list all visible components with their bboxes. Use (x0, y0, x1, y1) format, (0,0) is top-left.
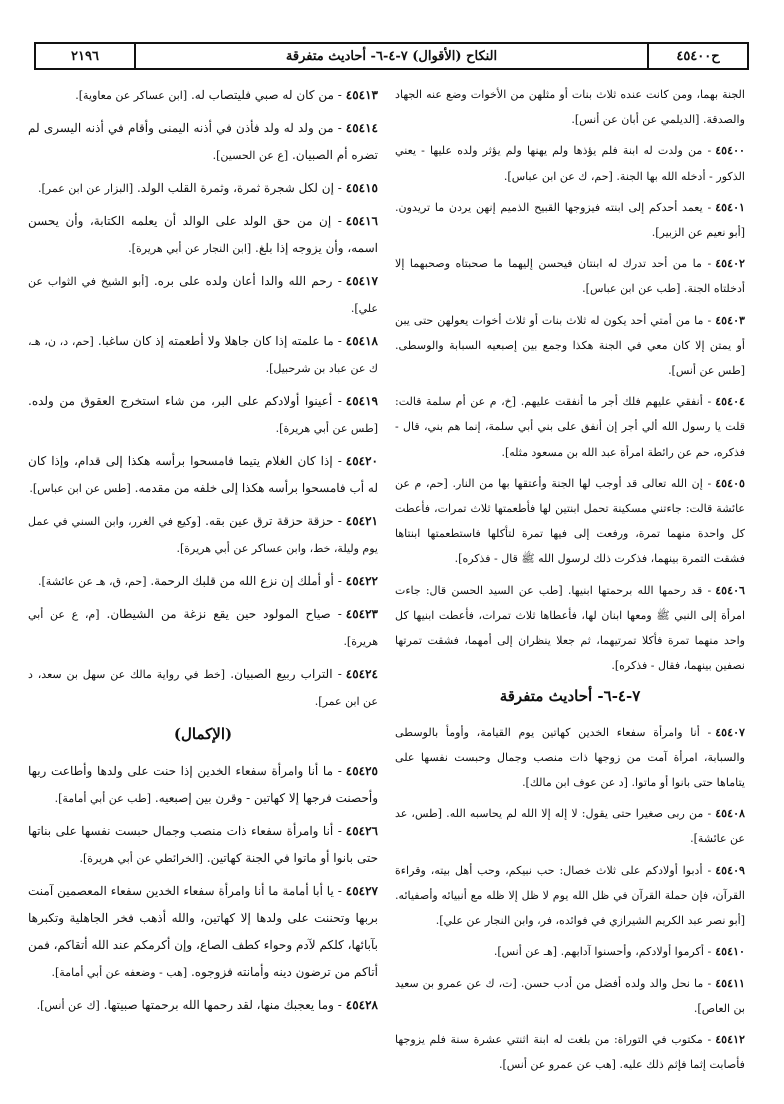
hadith-text: - صياح المولود حين يقع نزغة من الشيطان. (106, 607, 342, 621)
hadith-text: - رحم الله والدا أعان ولده على بره. (153, 274, 342, 288)
hadith-number: ٤٥٤٢٣ (345, 607, 378, 621)
hadith-source: [هب - وضعفه عن أبي أمامة]. (51, 966, 188, 979)
hadith-source: [م، ع عن أبي هريرة]. (28, 608, 378, 648)
hadith-text: - أو أملك إن نزع الله من قلبك الرحمة. (150, 574, 342, 588)
hadith-number: ٤٥٤٠١ (715, 200, 745, 214)
hadith-entry (395, 82, 745, 132)
section-title: ٧-٤-٦- أحاديث متفرقة (499, 687, 641, 706)
hadith-number: ٤٥٤٠٧ (715, 725, 745, 739)
hadith-text: - أعينوا أولادكم على البر، من شاء استخرج العقوق من ولده. (28, 394, 342, 408)
hadith-text: - إذا كان الغلام يتيما فامسحوا برأسه هكذا إلى قدام، وإذا كان له أب فامسحوا برأسه هكذا إلى خلفه من مقدمه. (28, 454, 378, 495)
hadith-source: [د عن عوف ابن مالك]. (522, 776, 628, 790)
hadith-text: - إن لكل شجرة ثمرة، وثمرة القلب الولد. (136, 181, 342, 195)
hadith-number: ٤٥٤٢١ (345, 514, 378, 528)
hadith-source: [خط في رواية مالك عن سهل بن سعد، د عن ابن عمر]. (28, 668, 378, 708)
hadith-source: [ابن عساكر عن معاوية]. (75, 89, 188, 102)
hadith-source: [الخرائطي عن أبي هريرة]. (79, 852, 203, 865)
hadith-source: [حم، د، ن، هـ، ك عن عباد بن شرحبيل]. (28, 335, 378, 375)
hadith-number: ٤٥٤٠٦ (715, 583, 746, 597)
hadith-source: [طب عن أبي أمامة]. (54, 792, 152, 805)
hadith-entry (395, 1027, 745, 1077)
running-title: النكاح (الأقوال) ٧-٤-٦- أحاديث متفرقة (285, 48, 498, 64)
hadith-entry (28, 208, 378, 262)
hadith-source: [الديلمي عن أبان عن أنس]. (571, 113, 700, 127)
hadith-entry (28, 878, 378, 986)
right-column (395, 82, 745, 1083)
hadith-number: ٤٥٤١٧ (345, 274, 378, 288)
hadith-entry (395, 720, 745, 796)
hadith-source: [طس، عد عن عائشة]. (395, 807, 745, 846)
hadith-number: ٤٥٤٢٦ (345, 824, 378, 838)
hadith-source: [طب عن ابن عباس]. (582, 282, 681, 296)
hadith-entry (28, 568, 378, 595)
hadith-entry (395, 195, 745, 245)
hadith-text: - أنا وامرأة سفعاء الخدين كهاتين يوم القيامة، وأومأ بالوسطى والسبابة، امرأة آمت من زوجها ذات منصب وجمال وحبست نفسها على يتاماها حتى بانوا أو ماتوا. (395, 725, 745, 790)
page-header (34, 42, 749, 70)
hadith-source: [حم، ك عن ابن عباس]. (503, 169, 613, 183)
hadith-text: - أنفقي عليهم فلك أجر ما أنفقت عليهم. (520, 395, 712, 409)
hadith-entry (28, 448, 378, 502)
hadith-source: [هـ عن أنس]. (493, 945, 558, 959)
hadith-number: ٤٥٤٢٢ (345, 574, 378, 588)
hadith-range: ح٤٥٤٠٠ (647, 44, 747, 68)
hadith-entry (28, 328, 378, 382)
hadith-number: ٤٥٤١٨ (345, 334, 378, 348)
hadith-entry (28, 508, 378, 562)
hadith-number: ٤٥٤٢٤ (345, 667, 378, 681)
hadith-text: - أنا وامرأة سفعاء ذات منصب وجمال حبست نفسها على بناتها حتى بانوا أو ماتوا في الجنة كهاتين. (28, 824, 378, 865)
hadith-source: [أبو الشيخ في الثواب عن علي]. (28, 275, 378, 315)
hadith-entry (28, 388, 378, 442)
hadith-number: ٤٥٤٠٨ (715, 807, 745, 821)
hadith-text: - ما علمته إذا كان جاهلا ولا أطعمته إذ كان ساغبا. (97, 334, 342, 348)
hadith-entry (395, 308, 745, 384)
hadith-text: - ما من أمتي أحد يكون له ثلاث بنات أو ثلاث أخوات يعولهن حتى يبن أو يمتن إلا كان معي في الجنة هكذا وجمع بين إصبعيه السبابة والوسطى. (395, 313, 745, 352)
hadith-text: - ما نحل والد ولده أفضل من أدب حسن. (520, 976, 712, 990)
hadith-source: [حم، ق، هـ عن عائشة]. (38, 575, 147, 588)
hadith-source: [ت، ك عن عمرو بن سعيد بن العاص]. (395, 976, 745, 1015)
hadith-number: ٤٥٤١١ (715, 976, 745, 990)
hadith-number: ٤٥٤٠٢ (715, 257, 745, 271)
hadith-text: - إن الله تعالى قد أوجب لها الجنة وأعتقها بها من النار. (452, 476, 712, 490)
hadith-number: ٤٥٤٢٧ (345, 884, 378, 898)
hadith-entry (28, 268, 378, 322)
hadith-text: - قد رحمها الله برحمتها ابنيها. (567, 583, 712, 597)
hadith-entry (395, 939, 745, 964)
hadith-text: - من ربى صغيرا حتى يقول: لا إله إلا الله لم يحاسبه الله. (446, 807, 712, 821)
hadith-entry (28, 115, 378, 169)
hadith-number: ٤٥٤١٥ (345, 181, 378, 195)
hadith-text: - من ولدت له ابنة فلم يؤذها ولم يهنها ولم يؤثر ولده عليها - يعني الذكور - أدخله الله بها الجنة. (395, 144, 745, 183)
hadith-source: [طس عن أنس]. (668, 364, 745, 378)
ikmal-title: (الإكمال) (173, 725, 233, 743)
hadith-entry (395, 138, 745, 188)
hadith-source: [ابن النجار عن أبي هريرة]. (128, 242, 252, 255)
hadith-entry (395, 389, 745, 465)
hadith-number: ٤٥٤١٣ (345, 88, 378, 102)
hadith-entry (395, 578, 745, 679)
hadith-text: - حزقة حزقة ترق عين بقه. (205, 514, 342, 528)
hadith-number: ٤٥٤٢٨ (345, 998, 378, 1012)
hadith-entry (395, 971, 745, 1021)
hadith-source: [أبو نعيم عن الزبير]. (651, 226, 745, 240)
hadith-text: - أدبوا أولادكم على ثلاث خصال: حب نبيكم، وحب أهل بيته، وقراءة القرآن، فإن حملة القرآن في ظل الله يوم لا ظل إلا ظله مع أنبيائه وأصفيائه. (395, 863, 745, 902)
hadith-number: ٤٥٤٠٥ (715, 476, 746, 490)
hadith-entry (395, 471, 745, 572)
hadith-source: [وكيع في الغرر، وابن السني في عمل يوم وليلة، خط، وابن عساكر عن أبي هريرة]. (28, 515, 378, 555)
hadith-entry (28, 758, 378, 812)
hadith-number: ٤٥٤١٠ (715, 945, 745, 959)
hadith-text: الجنة بهما، ومن كانت عنده ثلاث بنات أو مثلهن من الأخوات وضع عنه الجهاد والصدقة. (395, 88, 745, 127)
hadith-number: ٤٥٤١٤ (345, 121, 378, 135)
hadith-text: - ما من أحد تدرك له ابنتان فيحسن إليهما ما صحبتاه وصحبهما إلا أدخلتاه الجنة. (395, 257, 745, 296)
hadith-text: - وما يعجبك منها، لقد رحمها الله برحمتها صبيتها. (103, 998, 342, 1012)
hadith-source: [ع عن الحسين]. (212, 149, 289, 162)
hadith-source: [طب عن السيد الحسن قال: جاءت امرأة إلى النبي ﷺ ومعها ابنان لها، فأعطاها ثلاث تمرات، فأعطت ابنيها كل واحد منهما تمرة فأكلا تمرتيهما، ثم جعلا ينظران إلى أمهما، فشقت تمرتها نصفين بينهما، فقال - فذكره]. (395, 583, 745, 673)
hadith-entry (395, 251, 745, 301)
left-column (28, 82, 378, 1025)
hadith-text: - من ولد له ولد فأذن في أذنه اليمنى وأقام في أذنه اليسرى لم تضره أم الصبيان. (28, 121, 378, 162)
hadith-entry (28, 601, 378, 655)
hadith-number: ٤٥٤١٦ (345, 214, 378, 228)
hadith-number: ٤٥٤٠٤ (715, 395, 745, 409)
hadith-entry (395, 858, 745, 934)
hadith-source: [ك عن أنس]. (36, 999, 100, 1012)
hadith-entry (28, 818, 378, 872)
hadith-source: [هب عن عمرو عن أنس]. (498, 1058, 616, 1072)
hadith-number: ٤٥٤٠٩ (715, 863, 745, 877)
hadith-text: - يعمد أحدكم إلى ابنته فيزوجها القبيح الذميم إنهن يردن ما تريدون. (395, 200, 712, 214)
hadith-number: ٤٥٤٠٣ (715, 313, 745, 327)
hadith-text: - ما أنا وامرأة سفعاء الخدين إذا حنت على ولدها وأطاعت ربها وأحصنت فرجها إلا كهاتين - وقرن بين إصبعيه. (28, 764, 378, 805)
hadith-text: - إن من حق الولد على الوالد أن يعلمه الكتابة، وأن يحسن اسمه، وأن يزوجه إذا بلغ. (28, 214, 378, 255)
hadith-number: ٤٥٤١٢ (715, 1032, 745, 1046)
hadith-entry (28, 992, 378, 1019)
page-number: ٢١٩٦ (36, 44, 136, 68)
hadith-number: ٤٥٤١٩ (345, 394, 378, 408)
hadith-source: [حم، م عن عائشة قالت: جاءتني مسكينة تحمل ابنتين لها فأطعمتها ثلاث تمرات، فأعطت كل واحدة منهما تمرة، ورفعت إلى فيها تمرة لتأكلها فاستطعمتها ابنتاها فشقت التمرة بينهما، فذكرت ذلك لرسول الله ﷺ قال - فذكره]. (395, 476, 745, 566)
hadith-text: - أكرموا أولادكم، وأحسنوا آدابهم. (560, 945, 712, 959)
hadith-entry (28, 175, 378, 202)
hadith-entry (28, 661, 378, 715)
hadith-source: [طس عن أبي هريرة]. (275, 422, 378, 435)
hadith-text: - مكتوب في التوراة: من بلغت له ابنة اثنتي عشرة سنة فلم يزوجها فأصابت إثما فإثم ذلك عليه. (395, 1032, 745, 1072)
hadith-source: [أبو نصر عبد الكريم الشيرازي في فوائده، فر، وابن النجار عن علي]. (435, 914, 745, 928)
hadith-number: ٤٥٤٠٠ (715, 144, 745, 158)
hadith-text: - التراب ربيع الصبيان. (230, 667, 342, 681)
hadith-entry (395, 801, 745, 851)
hadith-source: [خ، م عن أم سلمة قالت: قلت يا رسول الله ألي أجر إن أنفق على بني أبي سلمة، إنما هم بني، قال - فذكره، حم عن رائطة امرأة عبد الله بن مسعود مثله]. (395, 395, 745, 459)
hadith-text: - يا أبا أمامة ما أنا وامرأة سفعاء الخدين سفعاء المعصمين آمنت بربها وتحننت على ولدها إلا كهاتين، والله أذهب فخر الجاهلية وتكبرها بآبائها، كلكم لآدم وحواء كطف الصاع، وإن أكرمكم عند الله أتقاكم، فمن أتاكم من ترضون دينه وأمانته فزوجوه. (28, 884, 378, 979)
hadith-number: ٤٥٤٢٠ (345, 454, 378, 468)
hadith-number: ٤٥٤٢٥ (345, 764, 378, 778)
hadith-source: [طس عن ابن عباس]. (29, 482, 131, 495)
hadith-text: - من كان له صبي فليتصاب له. (190, 88, 342, 102)
hadith-entry (28, 82, 378, 109)
hadith-source: [البزار عن ابن عمر]. (37, 182, 134, 195)
